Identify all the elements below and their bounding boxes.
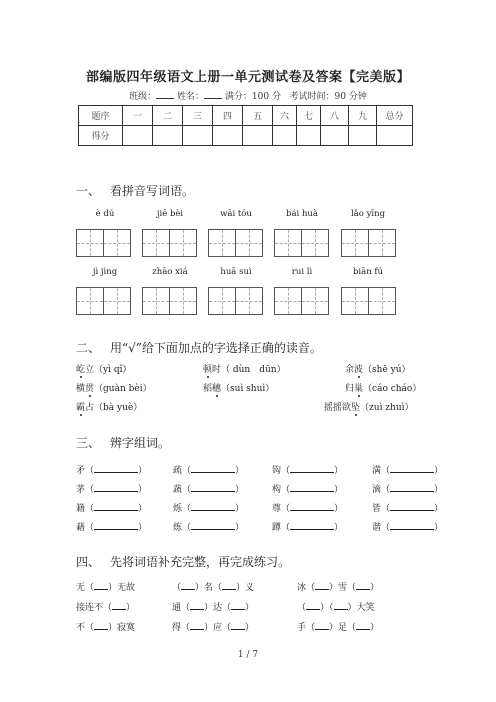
dotted-char: 顿 <box>203 365 213 375</box>
writing-grid[interactable] <box>274 229 328 257</box>
paren: （ <box>182 523 192 533</box>
character: 烁 <box>173 504 183 514</box>
section-number: 二、 <box>76 341 101 355</box>
answer-blank[interactable] <box>390 464 434 473</box>
answer-blank[interactable] <box>334 601 348 610</box>
idiom-text: 通（ <box>172 603 191 613</box>
section-1-heading <box>76 182 194 199</box>
word-group-item <box>272 463 343 476</box>
score-header-cell: 七 <box>297 106 321 126</box>
writing-grid[interactable] <box>208 229 262 257</box>
dotted-char: 穗 <box>212 384 222 394</box>
answer-blank[interactable] <box>290 521 334 530</box>
exam-info <box>0 89 496 102</box>
answer-blank[interactable] <box>112 601 126 610</box>
paren: ） <box>334 523 344 533</box>
name-blank <box>204 90 222 99</box>
answer-blank[interactable] <box>191 521 235 530</box>
section-title: 看拼音写词语。 <box>110 184 195 198</box>
idiom-text: ）足（ <box>329 623 357 633</box>
word-group-item <box>76 463 147 476</box>
score-value-cell[interactable] <box>213 126 243 146</box>
paren: ） <box>138 485 148 495</box>
idiom-text: 不（ <box>76 623 95 633</box>
paren: ） <box>235 504 245 514</box>
idiom-text: ）应（ <box>204 623 232 633</box>
idiom-text: 接连不（ <box>76 603 113 613</box>
dotted-char: 巢 <box>354 384 364 394</box>
dotted-char: 波 <box>354 365 364 375</box>
idiom-text: （ <box>297 603 307 613</box>
word-group-item <box>76 482 147 495</box>
paren: （ <box>182 504 192 514</box>
character: 构 <box>272 485 282 495</box>
character: 尊 <box>272 504 282 514</box>
reading-item <box>324 400 414 413</box>
answer-blank[interactable] <box>231 621 245 630</box>
character: 滴 <box>372 485 382 495</box>
section-2-heading <box>76 339 322 356</box>
pinyin-label: wāi tóu <box>220 209 252 219</box>
idiom-text: 得（ <box>172 623 191 633</box>
answer-blank[interactable] <box>94 521 138 530</box>
idiom-item <box>76 620 135 633</box>
score-header-cell: 五 <box>243 106 273 126</box>
writing-grid[interactable] <box>76 229 130 257</box>
score-header-cell: 四 <box>213 106 243 126</box>
idiom-text: ）（ <box>320 603 334 613</box>
answer-blank[interactable] <box>94 502 138 511</box>
paren: ） <box>138 504 148 514</box>
paren: ） <box>235 523 245 533</box>
pinyin-label: biān fú <box>352 267 384 277</box>
section-title: 用“√”给下面加点的字选择正确的读音。 <box>110 341 322 355</box>
section-title: 辨字组词。 <box>110 436 171 450</box>
class-blank <box>156 90 174 99</box>
section-3-heading <box>76 434 170 451</box>
idiom-text: （ <box>172 583 182 593</box>
idiom-text: ）达（ <box>204 603 232 613</box>
reading-options[interactable]: （suì shuì） <box>221 384 275 394</box>
paren: （ <box>381 485 391 495</box>
idiom-text: ）无故 <box>108 583 136 593</box>
score-header-cell: 总分 <box>377 106 413 126</box>
answer-blank[interactable] <box>191 483 235 492</box>
section-title: 先将词语补充完整，再完成练习。 <box>110 555 291 569</box>
reading-options[interactable]: 立（yì qǐ） <box>85 365 132 375</box>
answer-blank[interactable] <box>315 581 329 590</box>
score-header-cell: 二 <box>153 106 183 126</box>
idiom-text: ） <box>245 603 255 613</box>
word-group-item <box>372 520 443 533</box>
idiom-item <box>172 600 254 613</box>
character: 炼 <box>173 523 183 533</box>
score-value-cell[interactable] <box>243 126 273 146</box>
reading-options[interactable]: （shē yú） <box>363 365 411 375</box>
answer-blank[interactable] <box>390 521 434 530</box>
reading-item <box>203 362 286 375</box>
answer-blank[interactable] <box>94 581 108 590</box>
paren: （ <box>281 504 291 514</box>
word-group-item <box>372 501 443 514</box>
answer-blank[interactable] <box>390 502 434 511</box>
reading-options[interactable]: （cáo cháo） <box>363 384 422 394</box>
answer-blank[interactable] <box>390 483 434 492</box>
writing-grid[interactable] <box>208 287 262 315</box>
word-group-item <box>272 482 343 495</box>
score-value-cell[interactable] <box>183 126 213 146</box>
paren: ） <box>334 466 344 476</box>
page-number: 1 / 7 <box>237 650 259 660</box>
score-header-row <box>79 106 413 126</box>
paren: ） <box>334 485 344 495</box>
page-title: 部编版四年级语文上册一单元测试卷及答案【完美版】 <box>85 70 410 85</box>
paren: ） <box>434 466 444 476</box>
character: 谐 <box>372 523 382 533</box>
answer-blank[interactable] <box>94 464 138 473</box>
word-group-item <box>372 482 443 495</box>
paren: （ <box>281 466 291 476</box>
paren: （ <box>85 466 95 476</box>
answer-blank[interactable] <box>315 621 329 630</box>
reading-options[interactable]: 占（bà yuè） <box>85 403 143 413</box>
class-label: 班级： <box>129 92 157 102</box>
idiom-text: ） <box>370 583 380 593</box>
paren: （ <box>381 466 391 476</box>
idiom-text: ）寂寞 <box>108 623 136 633</box>
dotted-char: 坠 <box>351 403 361 413</box>
writing-grid[interactable] <box>274 287 328 315</box>
word-prefix: 稻 <box>203 384 213 394</box>
paren: （ <box>85 504 95 514</box>
reading-options[interactable]: （zuì zhuì） <box>360 403 414 413</box>
answer-blank[interactable] <box>190 601 204 610</box>
section-number: 四、 <box>76 555 101 569</box>
idiom-text: ） <box>126 603 136 613</box>
idiom-text: 无（ <box>76 583 95 593</box>
paren: ） <box>434 485 444 495</box>
paren: （ <box>281 485 291 495</box>
idiom-text: 冰（ <box>297 583 316 593</box>
writing-grid[interactable] <box>341 229 395 257</box>
paren: ） <box>434 523 444 533</box>
score-value-cell[interactable] <box>273 126 297 146</box>
answer-blank[interactable] <box>191 502 235 511</box>
paren: ） <box>334 504 344 514</box>
answer-blank[interactable] <box>190 621 204 630</box>
score-value-cell[interactable] <box>153 126 183 146</box>
word-prefix: 摇摇欲 <box>324 403 352 413</box>
character: 蹲 <box>272 523 282 533</box>
word-group-item <box>173 501 244 514</box>
word-group-item <box>76 520 147 533</box>
score-header-cell: 一 <box>123 106 153 126</box>
paren: ） <box>235 466 245 476</box>
paren: （ <box>281 523 291 533</box>
score-header-cell: 题序 <box>79 106 123 126</box>
reading-item <box>345 362 411 375</box>
idiom-text: ）大笑 <box>347 603 375 613</box>
score-header-cell: 九 <box>349 106 377 126</box>
pinyin-label: lǎo yīng <box>350 209 386 219</box>
reading-item <box>76 381 152 394</box>
section-number: 一、 <box>76 184 101 198</box>
word-prefix: 归 <box>345 384 355 394</box>
word-group-item <box>272 520 343 533</box>
word-prefix: 横 <box>76 384 86 394</box>
pinyin-label: bái huà <box>286 209 318 219</box>
answer-blank[interactable] <box>356 581 370 590</box>
section-number: 三、 <box>76 436 101 450</box>
score-value-row <box>79 126 413 146</box>
idiom-text: ）义 <box>236 583 255 593</box>
pinyin-label: jiē bèi <box>156 209 184 219</box>
idiom-text: 手（ <box>297 623 316 633</box>
paren: （ <box>85 485 95 495</box>
reading-options[interactable]: （guàn bèi） <box>94 384 152 394</box>
character: 皆 <box>372 504 382 514</box>
idiom-text: ）雪（ <box>329 583 357 593</box>
paren: ） <box>235 485 245 495</box>
character: 満 <box>372 466 382 476</box>
dotted-char: 霸 <box>76 403 86 413</box>
character: 钩 <box>272 466 282 476</box>
answer-blank[interactable] <box>191 464 235 473</box>
pinyin-label: jì jìng <box>92 267 118 277</box>
character: 疏 <box>173 466 183 476</box>
idiom-item <box>76 580 135 593</box>
word-group-item <box>76 501 147 514</box>
idiom-item <box>76 600 135 613</box>
score-value-cell[interactable] <box>123 126 153 146</box>
idiom-text: ） <box>245 623 255 633</box>
answer-blank[interactable] <box>231 601 245 610</box>
word-prefix: 余 <box>345 365 355 375</box>
word-group-item <box>173 520 244 533</box>
pinyin-label: è dú <box>95 209 115 219</box>
section-4-heading <box>76 553 290 570</box>
character: 矛 <box>76 466 86 476</box>
idiom-item <box>297 600 375 613</box>
exam-time: 考试时间：90 分钟 <box>289 92 367 102</box>
reading-options[interactable]: 时（ dùn dūn） <box>212 365 286 375</box>
paren: （ <box>182 466 192 476</box>
writing-grid[interactable] <box>142 287 196 315</box>
answer-blank[interactable] <box>181 581 195 590</box>
score-value-cell[interactable] <box>297 126 321 146</box>
character: 籍 <box>76 504 86 514</box>
score-header-cell: 六 <box>273 106 297 126</box>
answer-blank[interactable] <box>290 502 334 511</box>
word-group-item <box>372 463 443 476</box>
paren: （ <box>381 523 391 533</box>
writing-grid[interactable] <box>341 287 395 315</box>
paren: ） <box>138 466 148 476</box>
idiom-item <box>172 620 254 633</box>
reading-item <box>76 362 131 375</box>
pinyin-label: zhāo xiá <box>152 267 188 277</box>
character: 蔬 <box>173 485 183 495</box>
idiom-item <box>297 580 379 593</box>
name-label: 姓名： <box>177 92 205 102</box>
answer-blank[interactable] <box>290 483 334 492</box>
word-group-item <box>272 501 343 514</box>
writing-grid[interactable] <box>142 229 196 257</box>
answer-blank[interactable] <box>94 621 108 630</box>
answer-blank[interactable] <box>290 464 334 473</box>
word-group-item <box>173 463 244 476</box>
score-value-cell[interactable] <box>349 126 377 146</box>
reading-item <box>76 400 142 413</box>
answer-blank[interactable] <box>306 601 320 610</box>
paren: （ <box>85 523 95 533</box>
full-score: 满分：100 分 <box>224 92 281 102</box>
character: 茅 <box>76 485 86 495</box>
score-table <box>78 105 413 146</box>
score-value-cell[interactable] <box>377 126 413 146</box>
idiom-item <box>172 580 254 593</box>
pinyin-label: rui lì <box>291 267 313 277</box>
reading-item <box>203 381 274 394</box>
idiom-item <box>297 620 379 633</box>
score-header-cell: 三 <box>183 106 213 126</box>
idiom-text: ）名（ <box>195 583 223 593</box>
score-label-cell: 得分 <box>79 126 123 146</box>
score-value-cell[interactable] <box>321 126 349 146</box>
paren: （ <box>182 485 192 495</box>
writing-grid[interactable] <box>76 287 130 315</box>
pinyin-label: huā suì <box>220 267 252 277</box>
reading-item <box>345 381 421 394</box>
dotted-char: 屹 <box>76 365 86 375</box>
idiom-text: ） <box>370 623 380 633</box>
paren: ） <box>434 504 444 514</box>
paren: （ <box>381 504 391 514</box>
paren: ） <box>138 523 148 533</box>
word-group-item <box>173 482 244 495</box>
dotted-char: 贯 <box>85 384 95 394</box>
answer-blank[interactable] <box>94 483 138 492</box>
character: 藉 <box>76 523 86 533</box>
answer-blank[interactable] <box>356 621 370 630</box>
score-header-cell: 八 <box>321 106 349 126</box>
answer-blank[interactable] <box>222 581 236 590</box>
